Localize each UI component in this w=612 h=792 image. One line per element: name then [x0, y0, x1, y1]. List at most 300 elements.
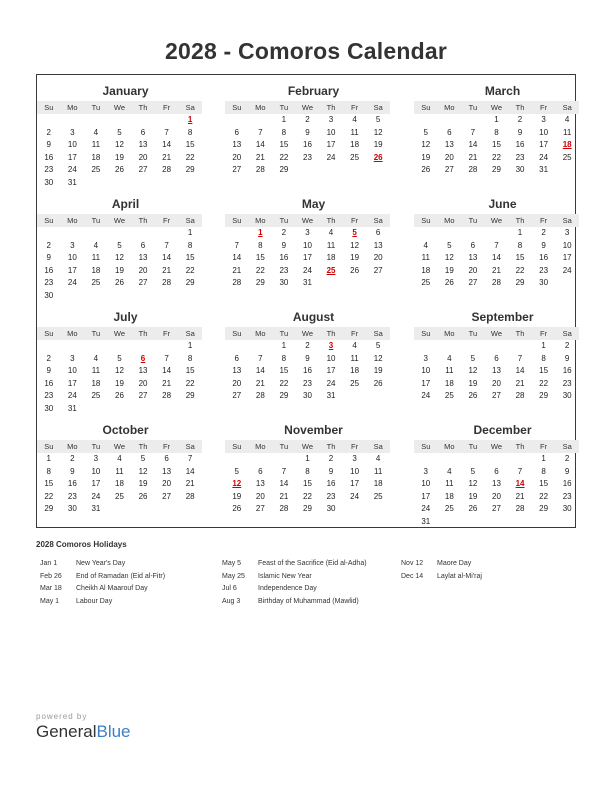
day-cell: 13	[138, 253, 148, 263]
weekday-header	[37, 214, 202, 227]
holiday-name: Independence Day	[258, 585, 317, 593]
day-cell: 12	[138, 466, 148, 476]
day-cell: 27	[138, 278, 148, 288]
week-row	[414, 240, 579, 253]
day-cell: 25	[562, 152, 572, 162]
day-cell	[461, 114, 485, 127]
day-cell: 6	[375, 228, 381, 237]
day-cell: 13	[255, 479, 265, 489]
day-cell: 9	[305, 353, 310, 363]
day-cell: 25	[350, 378, 360, 388]
day-cell: 12	[373, 353, 383, 363]
day-cell: 21	[279, 491, 289, 501]
day-cell: 22	[279, 152, 289, 162]
week-row	[37, 403, 202, 416]
day-cell: 18	[444, 378, 454, 388]
day-cell: 30	[515, 165, 525, 175]
day-cell	[296, 164, 320, 177]
day-cell: 14	[468, 140, 478, 150]
day-cell: 28	[162, 391, 172, 401]
day-cell	[108, 227, 132, 240]
day-cell: 14	[162, 140, 172, 150]
day-cell: 21	[162, 152, 172, 162]
weekday-label: We	[113, 442, 126, 451]
day-cell: 29	[255, 278, 265, 288]
weekday-label: We	[113, 329, 126, 338]
weekday-label: We	[301, 103, 314, 112]
holidays-title: 2028 Comoros Holidays	[36, 540, 127, 549]
weekday-label: Fr	[351, 216, 359, 225]
week-row	[225, 491, 390, 504]
day-cell: 9	[564, 353, 570, 363]
day-grid	[414, 453, 579, 529]
day-cell: 30	[279, 278, 289, 288]
day-cell: 20	[255, 491, 265, 501]
day-cell: 7	[517, 353, 523, 363]
month-name: November	[284, 423, 343, 437]
day-cell: 6	[470, 240, 476, 250]
day-cell: 10	[303, 240, 312, 250]
day-cell: 24	[421, 504, 431, 514]
day-cell: 23	[44, 278, 54, 288]
day-cell: 9	[564, 466, 570, 476]
day-cell	[366, 390, 390, 403]
day-cell: 17	[421, 491, 431, 501]
day-cell: 16	[303, 140, 312, 150]
day-cell: 2	[564, 454, 570, 463]
week-row	[225, 164, 390, 177]
holiday-name: Maore Day	[437, 560, 472, 567]
day-cell: 4	[117, 454, 122, 463]
holiday-name: New Year's Day	[76, 560, 126, 567]
day-cell: 21	[492, 265, 501, 275]
day-cell: 29	[185, 278, 195, 288]
day-cell: 30	[303, 391, 312, 401]
day-cell: 17	[350, 479, 360, 489]
day-cell	[438, 114, 462, 127]
day-cell: 25	[91, 278, 101, 288]
weekday-label: Su	[421, 216, 431, 225]
day-cell: 3	[305, 228, 310, 237]
brand-logo[interactable]	[36, 722, 131, 742]
day-cell: 23	[279, 265, 289, 275]
day-cell	[414, 114, 438, 127]
day-cell: 26	[444, 278, 454, 288]
holiday-date: May 25	[222, 572, 245, 580]
weekday-label: Mo	[444, 442, 455, 451]
day-cell: 31	[326, 391, 336, 401]
day-cell: 11	[350, 353, 359, 363]
month-name: October	[102, 423, 149, 437]
day-cell: 8	[187, 127, 193, 137]
day-cell	[508, 340, 532, 353]
day-cell: 2	[564, 341, 570, 350]
day-cell	[178, 290, 202, 303]
day-cell	[485, 227, 509, 240]
day-cell: 22	[44, 491, 54, 501]
day-cell: 11	[91, 366, 101, 376]
month-october	[37, 422, 202, 516]
day-cell: 18	[444, 491, 454, 501]
day-cell: 12	[444, 253, 454, 263]
weekday-label: Sa	[373, 216, 383, 225]
day-cell: 12	[468, 479, 478, 489]
day-cell: 23	[539, 265, 549, 275]
weekday-label: Sa	[185, 442, 195, 451]
day-cell: 22	[492, 152, 501, 162]
day-cell: 12	[115, 253, 124, 263]
day-cell: 2	[46, 127, 51, 137]
day-cell: 19	[115, 378, 124, 388]
holiday-date: Mar 18	[40, 585, 62, 593]
day-cell	[249, 114, 273, 127]
day-cell: 4	[93, 240, 99, 250]
day-cell: 19	[444, 265, 454, 275]
day-cell	[461, 516, 485, 529]
day-cell: 27	[138, 391, 148, 401]
week-row	[414, 227, 579, 240]
week-row	[414, 453, 579, 466]
day-cell: 8	[281, 127, 287, 137]
day-cell: 27	[468, 278, 478, 288]
day-cell: 8	[187, 240, 193, 250]
day-cell: 20	[444, 152, 454, 162]
month-january	[37, 83, 202, 190]
holiday-day-cell: 6	[140, 353, 146, 363]
day-cell: 8	[494, 127, 499, 137]
day-cell: 3	[352, 454, 357, 463]
day-cell: 12	[115, 366, 124, 376]
day-cell: 13	[373, 240, 383, 250]
month-name: July	[113, 310, 138, 324]
day-cell: 14	[162, 366, 172, 376]
weekday-label: Mo	[444, 329, 455, 338]
day-cell	[555, 516, 579, 529]
holiday-day-cell: 12	[232, 479, 242, 489]
weekday-label: Fr	[540, 103, 548, 112]
day-cell: 20	[138, 152, 148, 162]
day-cell: 10	[562, 240, 572, 250]
day-cell: 8	[187, 353, 193, 363]
day-cell: 5	[140, 454, 146, 463]
day-cell	[178, 503, 202, 516]
day-cell: 30	[326, 504, 336, 514]
day-cell: 25	[91, 165, 101, 175]
day-cell: 25	[444, 391, 454, 401]
day-cell	[155, 177, 179, 190]
day-cell: 25	[115, 491, 124, 501]
day-cell: 6	[447, 127, 452, 137]
weekday-label: Sa	[185, 216, 195, 225]
day-cell	[108, 503, 132, 516]
week-row	[225, 378, 390, 391]
weekday-label: Mo	[255, 216, 266, 225]
holiday-day-cell: 26	[373, 152, 383, 162]
week-row	[37, 164, 202, 177]
day-cell: 31	[91, 504, 101, 514]
day-cell: 3	[328, 115, 334, 124]
day-cell	[131, 503, 155, 516]
day-cell: 22	[185, 378, 195, 388]
day-cell: 28	[515, 391, 525, 401]
weekday-label: Sa	[185, 329, 195, 338]
day-cell: 16	[67, 479, 77, 489]
weekday-label: Sa	[373, 329, 383, 338]
calendar-grid	[36, 74, 576, 528]
week-row	[414, 277, 579, 290]
day-cell: 3	[70, 353, 75, 363]
day-cell: 5	[117, 353, 122, 363]
day-cell: 19	[350, 253, 360, 263]
day-cell: 24	[539, 152, 549, 162]
weekday-label: Tu	[279, 442, 289, 451]
week-row	[414, 340, 579, 353]
day-cell: 22	[539, 378, 549, 388]
day-cell: 1	[281, 115, 287, 124]
day-cell: 28	[232, 278, 242, 288]
week-row	[414, 516, 579, 529]
weekday-label: Tu	[468, 329, 478, 338]
day-cell: 10	[421, 366, 431, 376]
holiday-item	[222, 583, 433, 596]
weekday-label: We	[301, 442, 314, 451]
day-cell: 9	[46, 366, 51, 376]
day-cell: 1	[187, 228, 193, 237]
day-cell: 4	[564, 115, 570, 124]
day-cell: 18	[91, 152, 101, 162]
weekday-label: Tu	[468, 216, 478, 225]
weekday-label: Fr	[163, 216, 171, 225]
month-september	[414, 309, 579, 403]
day-cell: 8	[517, 240, 523, 250]
day-grid	[37, 227, 202, 303]
day-cell: 31	[67, 403, 77, 413]
day-cell	[61, 290, 85, 303]
day-cell: 9	[46, 140, 51, 150]
weekday-label: Mo	[255, 103, 266, 112]
day-cell: 24	[91, 491, 101, 501]
month-name: March	[484, 84, 521, 98]
week-row	[225, 353, 390, 366]
day-cell: 21	[162, 378, 172, 388]
day-cell: 8	[281, 353, 287, 363]
weekday-label: Th	[138, 216, 148, 225]
week-row	[225, 265, 390, 278]
holiday-item	[40, 558, 216, 571]
day-cell: 15	[279, 366, 289, 376]
weekday-label: Fr	[163, 329, 171, 338]
day-cell: 15	[185, 366, 195, 376]
day-grid	[225, 114, 390, 177]
day-cell	[555, 164, 579, 177]
holiday-item	[40, 571, 216, 584]
day-cell: 7	[517, 466, 523, 476]
day-grid	[414, 227, 579, 290]
week-row	[37, 453, 202, 466]
day-cell: 9	[281, 240, 287, 250]
day-cell: 26	[138, 491, 148, 501]
day-cell: 5	[470, 353, 476, 363]
holiday-name: Feast of the Sacrifice (Eid al-Adha)	[258, 560, 367, 567]
week-row	[225, 139, 390, 152]
day-cell	[319, 164, 343, 177]
weekday-label: Sa	[562, 442, 572, 451]
day-cell: 15	[185, 253, 195, 263]
day-cell: 20	[492, 378, 501, 388]
day-cell: 18	[91, 265, 101, 275]
day-cell: 1	[541, 341, 546, 350]
day-grid	[414, 340, 579, 403]
month-april	[37, 196, 202, 303]
weekday-label: Fr	[540, 442, 548, 451]
day-cell	[37, 114, 61, 127]
month-june	[414, 196, 579, 290]
day-cell: 16	[44, 152, 54, 162]
weekday-label: We	[113, 216, 126, 225]
week-row	[225, 114, 390, 127]
day-cell: 19	[115, 265, 124, 275]
day-cell: 21	[255, 378, 265, 388]
day-cell: 27	[162, 491, 172, 501]
day-cell: 20	[162, 479, 172, 489]
day-cell: 9	[305, 127, 310, 137]
day-cell	[225, 114, 249, 127]
weekday-label: We	[490, 103, 503, 112]
weekday-label: Tu	[91, 442, 101, 451]
weekday-label: Mo	[444, 216, 455, 225]
day-cell	[84, 114, 108, 127]
weekday-label: Su	[421, 329, 431, 338]
day-cell: 14	[185, 466, 195, 476]
week-row	[414, 139, 579, 152]
day-cell: 6	[140, 240, 146, 250]
day-cell: 23	[326, 491, 336, 501]
day-cell: 12	[350, 240, 360, 250]
weekday-label: We	[490, 329, 503, 338]
holiday-day-cell: 18	[562, 140, 572, 150]
weekday-label: Sa	[373, 442, 383, 451]
holiday-name: End of Ramadan (Eid al-Fitr)	[76, 572, 166, 580]
day-cell: 10	[326, 127, 336, 137]
day-cell	[366, 503, 390, 516]
weekday-header	[225, 214, 390, 227]
day-cell: 28	[279, 504, 289, 514]
day-cell: 5	[375, 341, 381, 350]
day-cell	[155, 340, 179, 353]
day-cell: 18	[91, 378, 101, 388]
week-row	[414, 127, 579, 140]
day-cell: 28	[162, 165, 172, 175]
day-cell	[485, 453, 509, 466]
day-cell	[461, 227, 485, 240]
weekday-label: We	[301, 329, 314, 338]
day-cell: 13	[138, 140, 148, 150]
day-cell: 25	[444, 504, 454, 514]
day-cell: 1	[281, 341, 287, 350]
day-cell: 10	[67, 140, 77, 150]
day-cell: 15	[255, 253, 265, 263]
day-cell: 2	[328, 454, 334, 463]
day-cell: 11	[421, 253, 430, 263]
day-cell: 27	[444, 165, 454, 175]
week-row	[414, 503, 579, 516]
month-name: December	[473, 423, 532, 437]
day-cell	[438, 340, 462, 353]
day-cell	[155, 290, 179, 303]
day-cell: 26	[373, 378, 383, 388]
day-cell: 4	[352, 341, 357, 350]
day-cell: 3	[70, 127, 75, 137]
day-cell: 22	[279, 378, 289, 388]
day-cell: 3	[70, 240, 75, 250]
day-cell: 14	[232, 253, 242, 263]
day-cell: 6	[258, 466, 263, 476]
day-cell: 2	[305, 341, 310, 350]
day-cell: 4	[93, 127, 99, 137]
day-cell	[131, 227, 155, 240]
day-cell: 10	[421, 479, 431, 489]
day-cell: 27	[373, 265, 383, 275]
holiday-name: Islamic New Year	[258, 572, 312, 580]
day-cell: 28	[492, 278, 501, 288]
holiday-name: Laylat al-Mi'raj	[437, 572, 482, 580]
day-cell: 23	[562, 491, 572, 501]
day-cell: 24	[326, 378, 336, 388]
day-cell	[532, 516, 556, 529]
day-cell	[343, 164, 367, 177]
day-cell: 29	[303, 504, 312, 514]
day-cell: 14	[162, 253, 172, 263]
day-cell: 14	[515, 366, 525, 376]
week-row	[414, 152, 579, 165]
day-cell	[225, 227, 249, 240]
holidays-column	[401, 558, 557, 583]
week-row	[414, 466, 579, 479]
day-grid	[225, 453, 390, 516]
day-cell: 25	[350, 152, 360, 162]
day-cell	[108, 114, 132, 127]
week-row	[37, 353, 202, 366]
weekday-label: Tu	[279, 329, 289, 338]
day-cell	[155, 114, 179, 127]
weekday-header	[37, 327, 202, 340]
week-row	[414, 252, 579, 265]
day-cell: 24	[326, 152, 336, 162]
day-cell: 13	[492, 479, 501, 489]
weekday-label: Su	[232, 216, 242, 225]
day-cell: 12	[468, 366, 478, 376]
weekday-label: Mo	[255, 442, 266, 451]
week-row	[37, 152, 202, 165]
day-cell: 27	[492, 504, 501, 514]
day-cell: 11	[91, 253, 101, 263]
day-cell: 16	[562, 479, 572, 489]
day-cell: 7	[234, 240, 239, 250]
day-cell: 18	[326, 253, 336, 263]
weekday-label: Sa	[373, 103, 383, 112]
day-cell	[84, 403, 108, 416]
weekday-label: Mo	[67, 216, 78, 225]
weekday-label: Th	[138, 103, 148, 112]
day-cell: 3	[564, 228, 570, 237]
day-cell: 4	[447, 353, 452, 363]
day-cell: 2	[541, 228, 546, 237]
day-cell: 18	[115, 479, 124, 489]
day-cell: 28	[255, 165, 265, 175]
day-cell: 7	[470, 127, 476, 137]
day-cell: 22	[255, 265, 265, 275]
day-cell: 28	[162, 278, 172, 288]
